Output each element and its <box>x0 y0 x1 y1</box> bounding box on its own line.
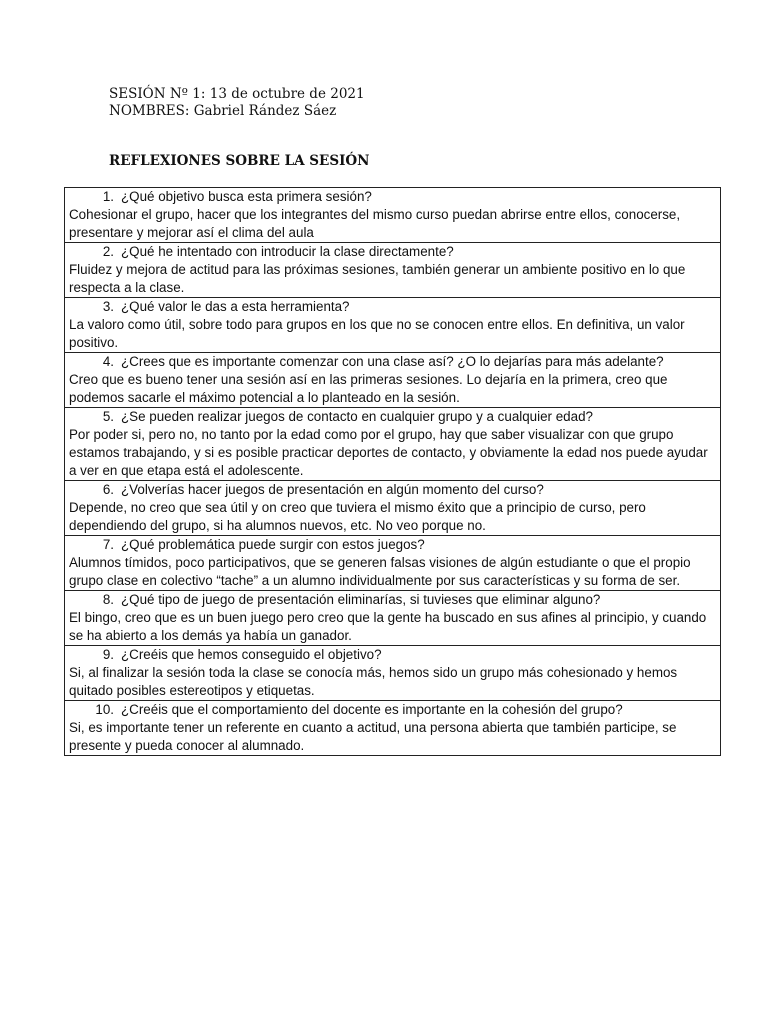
answer-text: Si, es importante tener un referente en cuanto a actitud, una persona abierta que también participe, se presente y pueda conocer al alumnado. <box>69 720 677 753</box>
question-number: 6. <box>102 482 114 497</box>
table-row <box>65 188 720 242</box>
table-row <box>65 352 720 407</box>
question-text: ¿Se pueden realizar juegos de contacto en cualquier grupo y a cualquier edad? <box>121 409 593 424</box>
table-row <box>65 480 720 535</box>
table-row <box>65 407 720 480</box>
question-line <box>69 646 716 664</box>
answer-text: Fluidez y mejora de actitud para las próximas sesiones, también generar un ambiente positivo en lo que respecta a la clase. <box>69 262 686 295</box>
question-line <box>69 536 716 554</box>
table-row <box>65 535 720 590</box>
answer-text: La valoro como útil, sobre todo para grupos en los que no se conocen entre ellos. En definitiva, un valor positivo. <box>69 317 685 350</box>
table-row <box>65 590 720 645</box>
names-line: NOMBRES: Gabriel Rández Sáez <box>109 103 337 119</box>
answer-text: Por poder si, pero no, no tanto por la edad como por el grupo, hay que saber visualizar con que grupo estamos trabajando, y si es posible practicar deportes de contacto, y obviamente la edad nos puede ayudar a ver en que etapa está el adolescente. <box>69 427 708 478</box>
answer-text: Si, al finalizar la sesión toda la clase se conocía más, hemos sido un grupo más cohesionado y hemos quitado posibles estereotipos y etiquetas. <box>69 665 678 698</box>
question-text: ¿Crees que es importante comenzar con una clase así? ¿O lo dejarías para más adelante? <box>121 354 664 369</box>
question-line <box>69 243 716 261</box>
section-title: REFLEXIONES SOBRE LA SESIÓN <box>109 153 370 169</box>
question-line <box>69 353 716 371</box>
question-number: 5. <box>102 409 114 424</box>
question-text: ¿Qué objetivo busca esta primera sesión? <box>121 189 372 204</box>
question-line <box>69 701 716 719</box>
question-text: ¿Volverías hacer juegos de presentación en algún momento del curso? <box>121 482 544 497</box>
question-number: 9. <box>102 647 114 662</box>
question-number: 3. <box>102 299 114 314</box>
question-line <box>69 408 716 426</box>
question-line <box>69 188 716 206</box>
question-line <box>69 591 716 609</box>
question-text: ¿Qué tipo de juego de presentación eliminarías, si tuvieses que eliminar alguno? <box>121 592 601 607</box>
answer-text: Cohesionar el grupo, hacer que los integrantes del mismo curso puedan abrirse entre ellos, conocerse, presentare y mejorar así el clima del aula <box>69 207 681 240</box>
question-number: 7. <box>102 537 114 552</box>
question-text: ¿Qué valor le das a esta herramienta? <box>121 299 350 314</box>
question-number: 10. <box>95 702 114 717</box>
document-header <box>109 86 365 120</box>
question-line <box>69 298 716 316</box>
answer-text: Creo que es bueno tener una sesión así en las primeras sesiones. Lo dejaría en la primera, creo que podemos sacarle el máximo potencial a lo planteado en la sesión. <box>69 372 668 405</box>
table-row <box>65 700 720 755</box>
table-row <box>65 645 720 700</box>
answer-text: Depende, no creo que sea útil y on creo que tuviera el mismo éxito que a principio de curso, pero dependiendo del grupo, si ha alumnos nuevos, etc. No veo porque no. <box>69 500 646 533</box>
question-line <box>69 481 716 499</box>
answer-text: El bingo, creo que es un buen juego pero creo que la gente ha buscado en sus afines al principio, y cuando se ha abierto a los demás ya había un ganador. <box>69 610 707 643</box>
question-number: 8. <box>102 592 114 607</box>
table-row <box>65 297 720 352</box>
question-number: 1. <box>102 189 114 204</box>
question-number: 4. <box>102 354 114 369</box>
answer-text: Alumnos tímidos, poco participativos, que se generen falsas visiones de algún estudiante o que el propio grupo clase en colectivo “tache” a un alumno individualmente por sus características y su forma de ser. <box>69 555 691 588</box>
session-line: SESIÓN Nº 1: 13 de octubre de 2021 <box>109 86 365 102</box>
table-row <box>65 242 720 297</box>
reflection-table <box>64 187 721 756</box>
question-number: 2. <box>102 244 114 259</box>
question-text: ¿Creéis que el comportamiento del docente es importante en la cohesión del grupo? <box>121 702 623 717</box>
question-text: ¿Creéis que hemos conseguido el objetivo? <box>121 647 382 662</box>
question-text: ¿Qué problemática puede surgir con estos juegos? <box>121 537 425 552</box>
question-text: ¿Qué he intentado con introducir la clase directamente? <box>121 244 454 259</box>
